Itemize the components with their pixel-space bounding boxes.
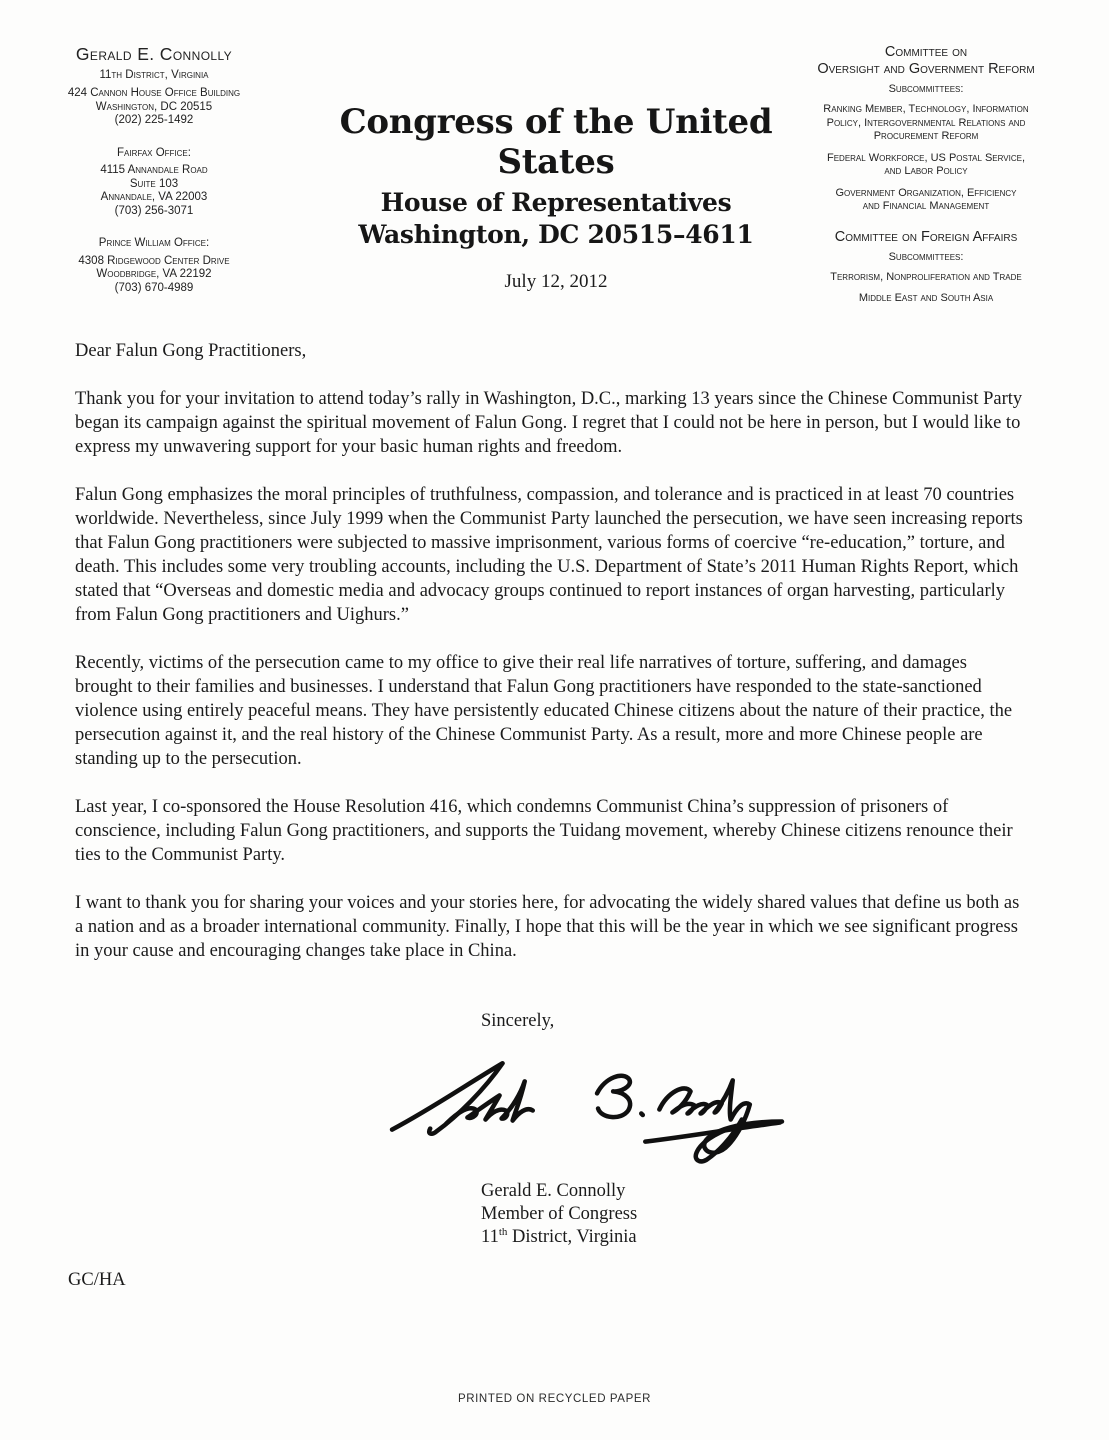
office-line: Annandale, VA 22003 (100, 191, 208, 203)
subcommittee-line: Procurement Reform (873, 130, 979, 142)
congress-masthead (288, 102, 824, 249)
committee-oversight-name (786, 44, 1066, 78)
signer-name: Gerald E. Connolly (481, 1181, 626, 1201)
body-paragraph: Falun Gong emphasizes the moral principles of truthfulness, compassion, and tolerance and is practiced in at least 70 countries worldwide. Nevertheless, since July 1999 when the Communist Party launched the persecution, we have seen increasing reports that Falun Gong practitioners were subjected to massive imprisonment, various forms of coercive “re-education,” torture, and death. This includes some very troubling accounts, including the U.S. Department of State’s 2011 Human Rights Report, which stated that “Overseas and domestic media and advocacy groups continued to report instances of organ harvesting, particularly from Falun Gong practitioners and Uighurs.” (75, 485, 1023, 625)
committee-foreign-affairs-name: Committee on Foreign Affairs (834, 228, 1018, 245)
district-ordinal-suffix: th (498, 1225, 508, 1238)
office-line: (703) 256-3071 (114, 204, 194, 217)
body-paragraph: Thank you for your invitation to attend today’s rally in Washington, D.C., marking 13 years since the Chinese Communist Party began its campaign against the spiritual movement of Falun Gong. I regret that I could not be here in person, but I would like to express my unwavering support for your basic human rights and freedom. (75, 389, 1023, 457)
member-contact-block (36, 44, 272, 295)
prince-william-office-block (36, 237, 272, 295)
committees-block (786, 44, 1066, 306)
body-paragraph: I want to thank you for sharing your voices and your stories here, for advocating the widely shared values that define us both as a nation and as a broader international community. Finally, I hope that this will be the year in which we see significant progress in your cause and encouraging changes take place in China. (75, 893, 1020, 961)
member-address (36, 87, 272, 128)
address-line: 424 Cannon House Office Building (67, 87, 241, 99)
office-title: Prince William Office: (98, 237, 210, 249)
signer-title: Member of Congress (481, 1204, 638, 1224)
office-line: 4115 Annandale Road (100, 164, 208, 176)
subcommittee-line: Federal Workforce, US Postal Service, (826, 151, 1026, 164)
subcommittee-item (786, 152, 1066, 179)
subcommittee-line: Policy, Intergovernmental Relations and (826, 116, 1026, 129)
district-number: 11 (481, 1227, 499, 1247)
office-line: 4308 Ridgewood Center Drive (78, 254, 230, 267)
subcommittee-item (786, 187, 1066, 214)
body-paragraph: Last year, I co-sponsored the House Resolution 416, which condemns Communist China’s suppression of prisoners of conscience, including Falun Gong practitioners, and supports the Tuidang movement, whereby Chinese citizens renounce their ties to the Communist Party. (75, 797, 1013, 865)
district-rest: District, Virginia (512, 1227, 637, 1247)
subcommittee-line: and Financial Management (862, 200, 990, 212)
signer-district (481, 1226, 637, 1249)
letter-body (75, 339, 1023, 987)
masthead-washington: Washington, DC 20515–4611 (358, 220, 754, 249)
closing-salutation: Sincerely, (481, 1011, 555, 1031)
recycled-paper-note: PRINTED ON RECYCLED PAPER (457, 1393, 652, 1405)
subcommittee-line: Ranking Member, Technology, Information (823, 103, 1029, 115)
member-name: Gerald E. Connolly (75, 44, 233, 64)
office-line: (703) 670-4989 (114, 281, 194, 294)
subcommittee-item: Terrorism, Nonproliferation and Trade (830, 270, 1022, 283)
letter-date: July 12, 2012 (504, 271, 608, 292)
office-line: Woodbridge, VA 22192 (96, 268, 212, 280)
subcommittees-label: Subcommittees: (888, 83, 964, 95)
masthead-house: House of Representatives (380, 188, 732, 217)
subcommittee-item: Middle East and South Asia (858, 292, 994, 304)
signature-block (481, 1180, 637, 1249)
member-district: 11th District, Virginia (99, 69, 209, 81)
body-paragraph: Recently, victims of the persecution came to my office to give their real life narratives of torture, suffering, and damages brought to their families and businesses. I understand that Falun Gong practitioners have responded to the state-sanctioned violence using entirely peaceful means. They have persistently educated Chinese citizens about the nature of their practice, the persecution against it, and the real history of the Chinese Communist Party. As a result, more and more Chinese people are standing up to the persecution. (75, 653, 1013, 769)
committee-name-line: Oversight and Government Reform (817, 61, 1035, 77)
address-line: Washington, DC 20515 (95, 100, 213, 113)
address-line: (202) 225-1492 (114, 114, 194, 126)
subcommittee-line: and Labor Policy (884, 165, 968, 177)
salutation: Dear Falun Gong Practitioners, (75, 341, 307, 361)
subcommittee-line: Government Organization, Efficiency (835, 186, 1017, 199)
signature-image (386, 1048, 788, 1176)
office-title: Fairfax Office: (117, 146, 191, 159)
committee-name-line: Committee on (884, 44, 968, 60)
typist-initials: GC/HA (68, 1270, 126, 1290)
office-line: Suite 103 (129, 177, 179, 190)
masthead-congress: Congress of the United States (339, 102, 773, 182)
fairfax-office-block (36, 147, 272, 219)
subcommittees-label: Subcommittees: (888, 250, 964, 263)
subcommittee-item (786, 103, 1066, 144)
